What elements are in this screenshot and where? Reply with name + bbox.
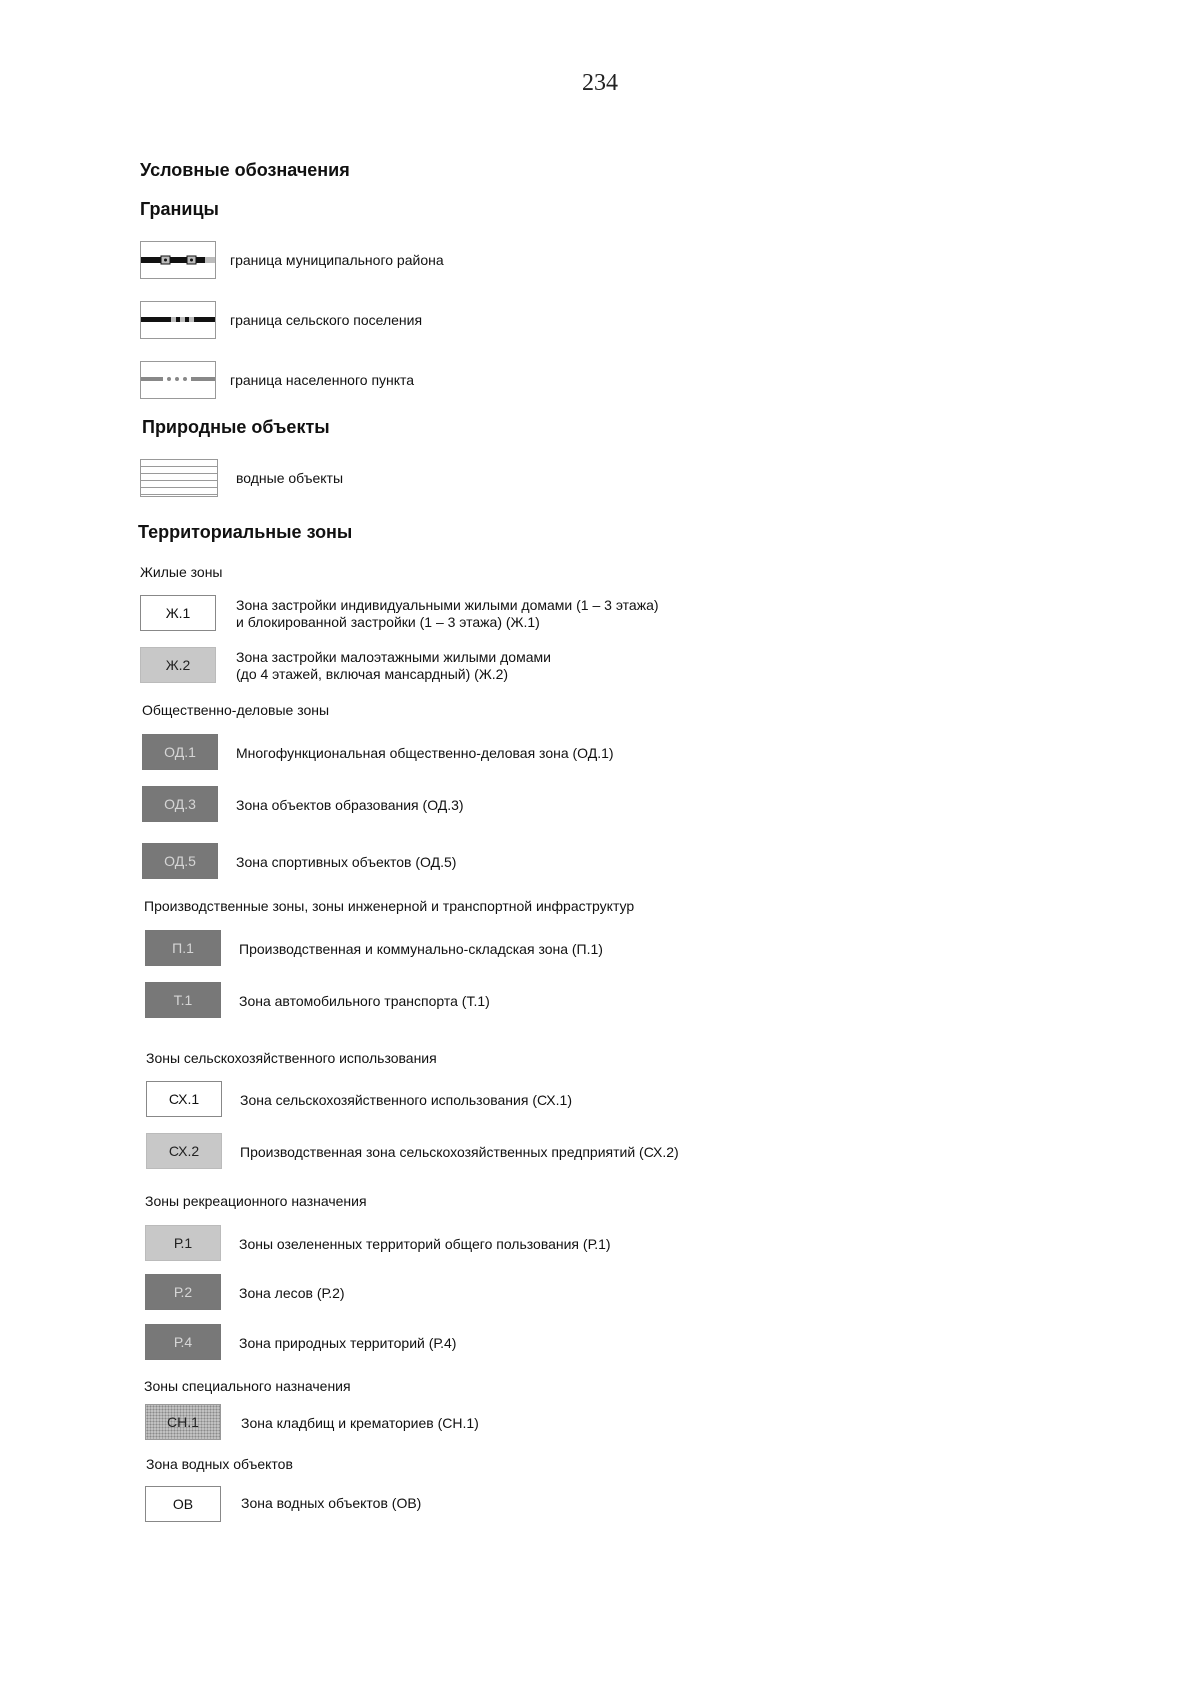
zone-od1-swatch: ОД.1 xyxy=(142,734,218,770)
zone-skh1-label: Зона сельскохозяйственного использования (СХ.1) xyxy=(240,1091,572,1108)
locality-boundary-line-symbol xyxy=(140,361,216,399)
zone-od3-label: Зона объектов образования (ОД.3) xyxy=(236,796,464,813)
zone-r1-label: Зоны озелененных территорий общего пользования (Р.1) xyxy=(239,1235,611,1252)
zone-skh2-swatch: СХ.2 xyxy=(146,1133,222,1169)
zone-zh1-description-line1: Зона застройки индивидуальными жилыми домами (1 – 3 этажа) xyxy=(236,597,659,613)
zone-skh1-swatch: СХ.1 xyxy=(146,1081,222,1117)
zone-od5-swatch: ОД.5 xyxy=(142,843,218,879)
zone-od1-label: Многофункциональная общественно-деловая зона (ОД.1) xyxy=(236,744,614,761)
zone-ov-label: Зона водных объектов (ОВ) xyxy=(241,1494,422,1511)
page-number: 234 xyxy=(582,70,618,96)
territorial-zones-heading: Территориальные зоны xyxy=(138,522,353,542)
agricultural-zones-title: Зоны сельскохозяйственного использования xyxy=(146,1050,437,1066)
locality-boundary-label: граница населенного пункта xyxy=(230,371,415,388)
public-business-zones-title: Общественно-деловые зоны xyxy=(142,702,330,718)
zone-r4-swatch: Р.4 xyxy=(145,1324,221,1360)
zone-r1-swatch: Р.1 xyxy=(145,1225,221,1261)
industrial-zones-title: Производственные зоны, зоны инженерной и транспортной инфраструктур xyxy=(144,898,635,914)
zone-r2-label: Зона лесов (Р.2) xyxy=(239,1284,345,1301)
recreation-zones-title: Зоны рекреационного назначения xyxy=(145,1193,367,1209)
residential-zones-title: Жилые зоны xyxy=(140,564,223,580)
water-zone-title: Зона водных объектов xyxy=(146,1456,293,1472)
natural-objects-heading: Природные объекты xyxy=(142,417,330,437)
zone-ov-swatch: ОВ xyxy=(145,1486,221,1522)
settlement-boundary-label: граница сельского поселения xyxy=(230,311,423,328)
zone-p1-swatch: П.1 xyxy=(145,930,221,966)
water-bodies-label: водные объекты xyxy=(236,469,344,486)
zone-zh2-description-line2: (до 4 этажей, включая мансардный) (Ж.2) xyxy=(236,666,509,682)
municipal-boundary-label: граница муниципального района xyxy=(230,251,444,268)
water-bodies-hatch-symbol xyxy=(140,459,218,497)
boundaries-heading: Границы xyxy=(140,199,219,219)
zone-skh2-label: Производственная зона сельскохозяйственных предприятий (СХ.2) xyxy=(240,1143,679,1160)
zone-sn1-swatch: СН.1 xyxy=(145,1404,221,1440)
zone-zh1-description-line2: и блокированной застройки (1 – 3 этажа) (Ж.1) xyxy=(236,614,540,630)
zone-zh2-swatch: Ж.2 xyxy=(140,647,216,683)
legend-title: Условные обозначения xyxy=(140,160,350,180)
zone-od5-label: Зона спортивных объектов (ОД.5) xyxy=(236,853,457,870)
zone-p1-label: Производственная и коммунально-складская зона (П.1) xyxy=(239,940,603,957)
zone-zh2-description xyxy=(236,649,551,687)
zone-zh1-swatch: Ж.1 xyxy=(140,595,216,631)
zone-od3-swatch: ОД.3 xyxy=(142,786,218,822)
special-zones-title: Зоны специального назначения xyxy=(144,1378,351,1394)
zone-t1-label: Зона автомобильного транспорта (Т.1) xyxy=(239,992,490,1009)
zone-sn1-label: Зона кладбищ и крематориев (СН.1) xyxy=(241,1414,479,1431)
zone-t1-swatch: Т.1 xyxy=(145,982,221,1018)
zone-zh2-description-line1: Зона застройки малоэтажными жилыми домами xyxy=(236,649,551,665)
zone-zh1-description xyxy=(236,597,659,635)
municipal-boundary-line-symbol xyxy=(140,241,216,279)
zone-r4-label: Зона природных территорий (Р.4) xyxy=(239,1334,457,1351)
zone-r2-swatch: Р.2 xyxy=(145,1274,221,1310)
settlement-boundary-line-symbol xyxy=(140,301,216,339)
